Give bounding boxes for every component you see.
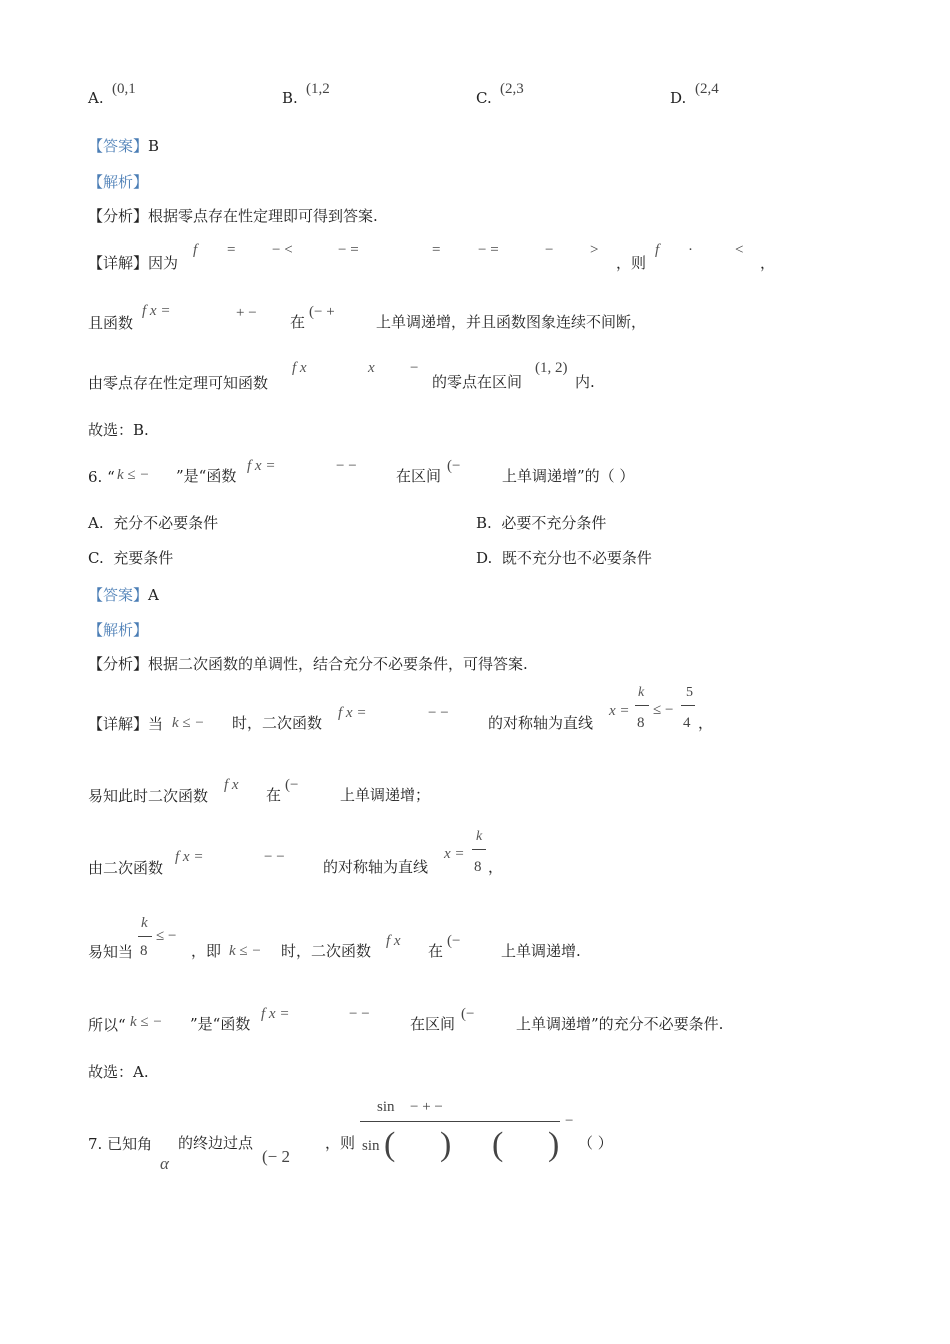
option-text: 既不充分也不必要条件 (501, 549, 652, 567)
q5-xj-dot: · (688, 242, 693, 258)
q5-l3-b: 的零点在区间 (432, 373, 523, 391)
q6-d4-num: k (141, 915, 148, 931)
text: 易知当 (88, 943, 134, 961)
q5-option-c-value: (2,3 (500, 81, 524, 97)
question-number: 7. (88, 1135, 103, 1153)
q6-d2-f: f x (224, 777, 239, 793)
q6-d1-m: − − (428, 705, 449, 721)
q6-qf: f x = (247, 458, 276, 474)
q6-d3 (88, 858, 163, 878)
text: “ (107, 468, 115, 486)
q6-choose: 故选：A. (88, 1063, 149, 1081)
q6-d1-b: 时，二次函数 (232, 714, 323, 732)
q7-den-sin: sin (362, 1138, 380, 1154)
text: 由零点存在性定理可知函数 (88, 374, 269, 392)
q6-analysis-tag: 【解析】 (88, 621, 149, 639)
q6-d1-frac1-bar (635, 705, 649, 706)
q6-d4-g: 上单调递增. (501, 942, 581, 960)
q6-d1-k: k ≤ − (172, 715, 205, 731)
q6-d4-den: 8 (140, 943, 148, 959)
q7-alpha: α (160, 1154, 169, 1173)
q7-b: 的终边过点 (178, 1134, 254, 1152)
q5-xj-m1: = (227, 242, 236, 258)
q6-d4-le: ≤ − (156, 928, 177, 944)
q5-xj-m2: − < (272, 242, 293, 258)
option-label: C. (476, 89, 492, 107)
q5-l3-c: 内. (575, 373, 595, 391)
q7-line (88, 1134, 152, 1154)
text: 所以“ (88, 1016, 126, 1034)
q5-l2-e: 上单调递增，并且函数图象连续不间断， (376, 313, 647, 331)
q6-d1-x: x = (609, 703, 630, 719)
option-label: D. (476, 549, 493, 567)
text: 由二次函数 (88, 859, 164, 877)
q6-d1-frac2-bar (681, 705, 695, 706)
xiangjie-pre: 因为 (148, 254, 179, 272)
q7-den-paren-right: ) (440, 1126, 452, 1163)
q6-d1-frac2-num: 5 (686, 685, 693, 700)
q6-qb: ”是“函数 (176, 467, 237, 485)
q5-l2-f: f x = (142, 303, 171, 319)
q5-l3-f: f x (292, 360, 307, 376)
option-label: D. (670, 89, 687, 107)
q6-d4 (88, 942, 133, 962)
q5-choose: 故选：B. (88, 421, 149, 439)
q5-l2-d: (− + (309, 304, 335, 320)
q5-xj-m4: = (432, 242, 441, 258)
q5-l3-int: (1, 2) (535, 360, 568, 376)
text: 且函数 (88, 314, 134, 332)
q5-line2 (88, 313, 133, 333)
q6-d1 (88, 714, 163, 734)
answer-tag: 【答案】 (88, 137, 149, 155)
q5-option-a-value: (0,1 (112, 81, 136, 97)
option-label: B. (476, 514, 492, 532)
q6-num (88, 467, 115, 487)
q6-d3-x: x = (444, 846, 465, 862)
q5-xj-f: f (193, 242, 198, 258)
q6-d4-e: (− (447, 933, 461, 949)
q5-xj-m6: − (545, 242, 554, 258)
option-text: 充分不必要条件 (113, 514, 219, 532)
q6-option-d (476, 549, 652, 567)
q6-d3-end: ， (488, 858, 504, 876)
text: 【详解】当 (88, 715, 164, 733)
q5-option-d-value: (2,4 (695, 81, 719, 97)
q6-d1-end: ， (698, 714, 714, 732)
text: 易知此时二次函数 (88, 787, 209, 805)
q5-xj-m3: − = (338, 242, 359, 258)
q6-d1-frac1-den: 8 (637, 715, 645, 731)
q6-d4-k: k ≤ − (229, 943, 262, 959)
option-text: 充要条件 (113, 549, 174, 567)
q6-qc: 在区间 (396, 467, 442, 485)
option-label: B. (282, 89, 298, 107)
q5-line3 (88, 373, 268, 393)
q5-xj-lt: < (735, 242, 744, 258)
q6-d1-frac1-num: k (638, 685, 645, 700)
q7-pt: (− 2 (262, 1147, 290, 1166)
q7-den-paren-left: ( (384, 1126, 396, 1163)
q6-d1-f: f x = (338, 705, 367, 721)
q6-d3-f: f x = (175, 849, 204, 865)
q6-d4-b: ，即 (191, 942, 222, 960)
q6-d3-den: 8 (474, 859, 482, 875)
q6-d5-f: f x = (261, 1006, 290, 1022)
q6-fenxi: 【分析】根据二次函数的单调性，结合充分不必要条件，可得答案. (88, 655, 528, 673)
q6-d4-c: 时，二次函数 (281, 942, 372, 960)
q7-c: ，则 (325, 1134, 356, 1152)
q6-d5-m: − − (349, 1006, 370, 1022)
q5-option-b-value: (1,2 (306, 81, 330, 97)
q7-den-paren2-right: ) (548, 1126, 560, 1163)
q5-l2-c: 在 (290, 313, 306, 331)
text: 已知角 (107, 1135, 153, 1153)
q6-qd: (− (447, 458, 461, 474)
q5-fenxi: 【分析】根据零点存在性定理即可得到答案. (88, 207, 378, 225)
q5-analysis-tag: 【解析】 (88, 173, 149, 191)
q6-d4-bar (138, 936, 152, 937)
q5-option-b (282, 89, 298, 107)
q6-d1-le: ≤ − (653, 702, 674, 718)
q7-num-rest: − + − (410, 1099, 443, 1115)
answer-value: A (148, 586, 159, 604)
q5-xj-m7: > (590, 242, 599, 258)
xiangjie-tag: 【详解】 (88, 254, 149, 272)
q6-d3-b: 的对称轴为直线 (323, 858, 429, 876)
q5-option-a (88, 89, 104, 107)
q6-qm: − − (336, 458, 357, 474)
q6-qe: 上单调递增”的（ ） (502, 467, 635, 485)
q6-d3-m: − − (264, 849, 285, 865)
q5-xj-f2: f (655, 242, 660, 258)
q5-l2-b: + − (236, 305, 257, 321)
q5-l3-x: x (368, 360, 375, 376)
answer-tag: 【答案】 (88, 586, 149, 604)
q5-xj-comma: ， (760, 254, 776, 272)
q6-d2-d: 上单调递增； (340, 786, 431, 804)
q7-num-sin: sin (377, 1099, 395, 1115)
q6-d4-f: f x (386, 933, 401, 949)
q5-xj-then: ，则 (616, 254, 647, 272)
q6-d5-b: ”是“函数 (190, 1015, 251, 1033)
q7-den-paren2-left: ( (492, 1126, 504, 1163)
q5-answer (88, 136, 159, 156)
q6-d5-e: 上单调递增”的充分不必要条件. (516, 1015, 724, 1033)
q6-d2-b: 在 (266, 786, 282, 804)
q6-d5-c: 在区间 (410, 1015, 456, 1033)
option-label: A. (88, 514, 104, 532)
q6-d3-bar (472, 849, 486, 850)
q6-option-a (88, 514, 218, 532)
q5-option-d (670, 89, 686, 107)
q6-k: k ≤ − (117, 467, 150, 483)
q6-d4-d: 在 (428, 942, 444, 960)
option-label: C. (88, 549, 104, 567)
answer-value: B (148, 137, 160, 155)
q6-answer (88, 585, 159, 605)
q6-d1-frac2-den: 4 (683, 715, 691, 731)
q6-option-b (476, 514, 606, 532)
q5-l3-m: − (410, 360, 419, 376)
q6-d2 (88, 786, 208, 806)
q7-frac-minus: − (565, 1113, 574, 1129)
q6-d1-c: 的对称轴为直线 (488, 714, 594, 732)
question-number: 6. (88, 468, 103, 486)
q7-paren: （ ） (578, 1134, 613, 1152)
q6-d5-d: (− (461, 1006, 475, 1022)
option-text: 必要不充分条件 (501, 514, 607, 532)
q6-d3-num: k (476, 829, 483, 844)
q5-option-c (476, 89, 492, 107)
q6-d5 (88, 1015, 126, 1035)
q6-d2-c: (− (285, 777, 299, 793)
option-label: A. (88, 89, 104, 107)
q6-d5-k: k ≤ − (130, 1014, 163, 1030)
q6-option-c (88, 549, 173, 567)
q5-xj-m5: − = (478, 242, 499, 258)
